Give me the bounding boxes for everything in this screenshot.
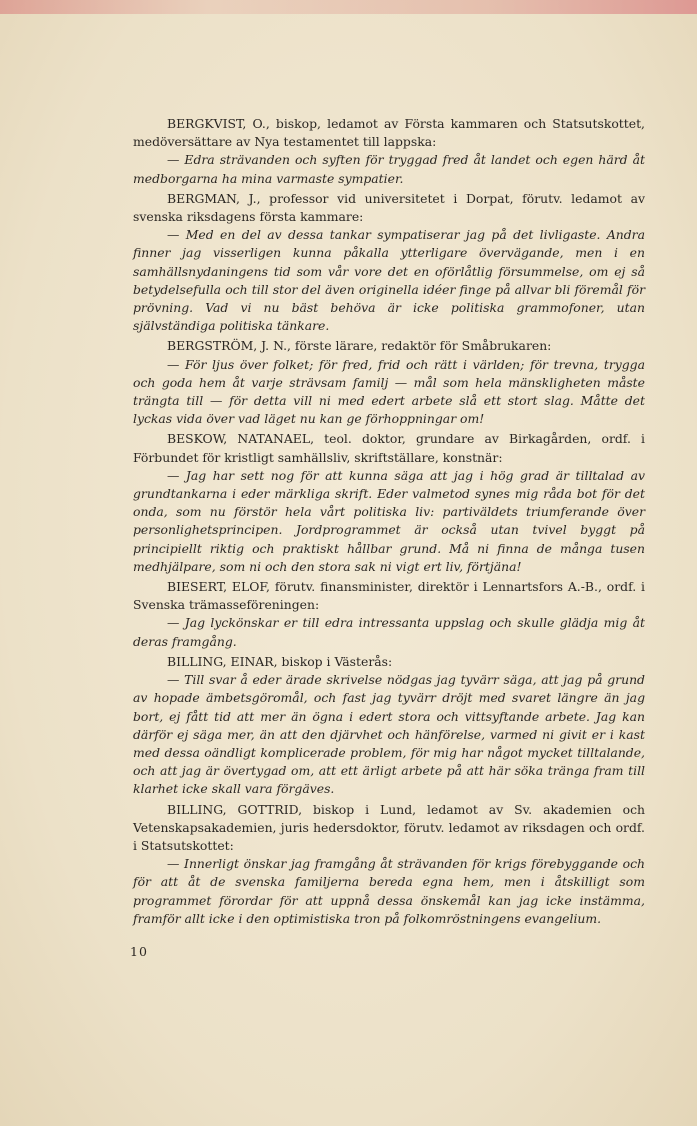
entry-heading: BILLING, GOTTRID, biskop i Lund, ledamot av Sv. akademien och Vetenskapsakademien, juris hedersdoktor, förutv. ledamot av riksdagen och ordf. i Statsutskottet:	[133, 801, 645, 853]
entry-quote: — Jag lyckönskar er till edra intressanta uppslag och skulle glädja mig åt deras framgång.	[133, 615, 645, 649]
entry	[133, 430, 645, 576]
entry-quote: — Innerligt önskar jag framgång åt strävanden för krigs förebyggande och för att åt de svenska familjerna bereda egna hem, men i åtskilligt som programmet förordar för att uppnå dessa önskemål kan jag icke instämma, framför allt icke i den optimistiska tron på folkomröstningens evangelium.	[133, 856, 645, 926]
entry	[133, 115, 645, 188]
page-number: 10	[130, 944, 148, 959]
entry-quote: — För ljus över folket; för fred, frid och rätt i världen; för trevna, trygga och goda hem åt varje strävsam familj — mål som hela mänskligheten måste trängta till — för detta vill ni med edert arbete slå ett stort slag. Måtte det lyckas vida över vad läget nu kan ge förhoppningar om!	[133, 356, 645, 427]
entry-heading: BIESERT, ELOF, förutv. finansminister, direktör i Lennartsfors A.-B., ordf. i Svenska trämasseföreningen:	[133, 579, 645, 613]
entry-heading: BERGMAN, J., professor vid universitetet i Dorpat, förutv. ledamot av svenska riksdagens första kammare:	[133, 190, 645, 225]
entry-quote: — Edra strävanden och syften för tryggad fred åt landet och egen härd åt medborgarna ha mina varmaste sympatier.	[133, 152, 645, 186]
entry-heading: BILLING, EINAR, biskop i Västerås:	[167, 653, 393, 669]
page-body	[133, 115, 645, 930]
entry	[133, 801, 645, 928]
entry-quote: — Med en del av dessa tankar sympatiserar jag på det livligaste. Andra finner jag visserligen kunna påkalla ytterligare övervägande, men i en samhällsnydaningens tid som vår vore det en oförlåtlig försummelse, om ej så betydelsefulla och till stor del även originella idéer finge på allvar bli föremål för prövning. Vad vi nu bäst behöva är icke politiska grammofoner, utan självständiga politiska tänkare.	[133, 227, 645, 334]
entry-heading: BESKOW, NATANAEL, teol. doktor, grundare av Birkagården, ordf. i Förbundet för kristligt samhällsliv, skriftställare, konstnär:	[133, 431, 645, 465]
entry	[133, 190, 645, 336]
page-edge-stain	[0, 0, 697, 14]
entry-heading: BERGSTRÖM, J. N., förste lärare, redaktör för Småbrukaren:	[167, 338, 552, 354]
entry-heading: BERGKVIST, O., biskop, ledamot av Första kammaren och Statsutskottet, medöversättare av Nya testamentet till lappska:	[133, 116, 645, 150]
entry	[133, 578, 645, 651]
entry-quote: — Jag har sett nog för att kunna säga att jag i hög grad är tilltalad av grundtankarna i eder märkliga skrift. Eder valmetod synes mig råda bot för det onda, som nu förstör hela vårt politiska liv: partiväldets triumferande över personlighetsprincipen. Jordprogrammet är också utan tvivel byggt på principiellt riktig och praktiskt hållbar grund. Må ni finna de många tusen medhjälpare, som ni och den stora sak ni vigt ert liv, förtjäna!	[133, 467, 645, 574]
entry-quote: — Till svar å eder ärade skrivelse nödgas jag tyvärr säga, att jag på grund av hopade ämbetsgöromål, och fast jag tyvärr dröjt med svaret längre än jag bort, ej fått tid att mer än ögna i edert stora och vittsyftande arbete. Jag kan därför ej säga mer, än att den djärvhet och hänförelse, varmed ni givit er i kast med dessa oändligt komplicerade problem, för mig har något mycket tilltalande, och att jag är övertygad om, att ett ärligt arbete på att här söka tränga fram till klarhet icke skall vara förgäves.	[133, 672, 645, 797]
entry	[133, 653, 645, 799]
entry	[133, 337, 645, 428]
